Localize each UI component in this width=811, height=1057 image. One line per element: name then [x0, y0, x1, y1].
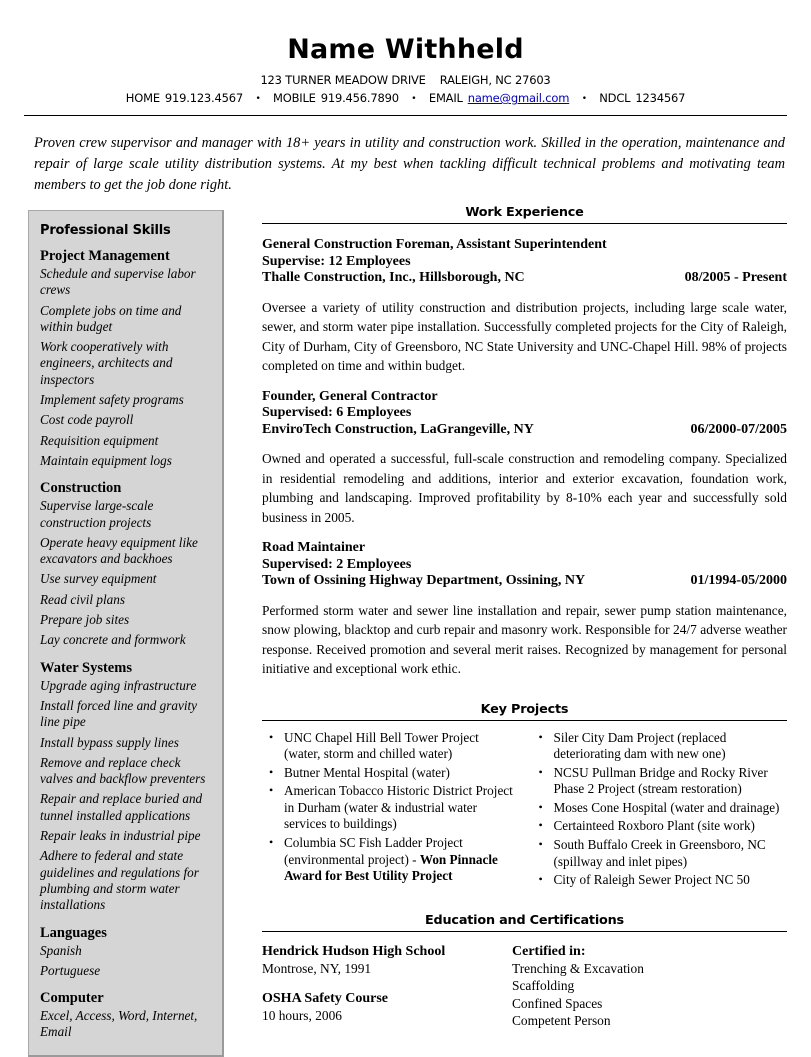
project-text: South Buffalo Creek in Greensboro, NC (spillway and inlet pipes) — [553, 837, 766, 869]
skill-group-title: Construction — [40, 480, 122, 497]
page-title: Name Withheld — [287, 34, 524, 65]
certification-item: Competent Person — [512, 1013, 611, 1029]
home-phone: 919.123.4567 — [164, 91, 243, 105]
project-item — [554, 765, 788, 798]
skill-item: Cost code payroll — [40, 412, 134, 428]
school-detail: 10 hours, 2006 — [262, 1008, 342, 1024]
job-entry — [262, 540, 787, 679]
professional-summary: Proven crew supervisor and manager with 18+ years in utility and construction work. Skilled in the operation, maintenance and repair of large scale utility distribution systems. At my best when tackling difficult technical problems and motivating team members to get the job done right. — [34, 135, 785, 193]
key-projects-right-column — [532, 730, 788, 891]
skill-item: Install bypass supply lines — [40, 734, 179, 750]
education-columns — [262, 943, 787, 1030]
job-dates: 08/2005 - Present — [684, 270, 787, 285]
skill-item: Complete jobs on time and within budget — [40, 302, 182, 334]
skill-item: Work cooperatively with engineers, architects and inspectors — [40, 339, 173, 387]
skill-item: Remove and replace check valves and backflow preventers — [40, 754, 206, 787]
contact-line — [0, 90, 811, 108]
mobile-phone: 919.456.7890 — [320, 91, 399, 105]
skill-item: Lay concrete and formwork — [40, 632, 186, 648]
skill-item: Use survey equipment — [40, 571, 157, 587]
project-item — [284, 765, 518, 782]
resume-header — [0, 0, 811, 116]
project-text: Moses Cone Hospital (water and drainage) — [553, 799, 780, 815]
key-projects-left-column — [262, 730, 518, 891]
key-projects-section — [262, 702, 787, 891]
certifications-block — [512, 943, 787, 1030]
work-experience-heading: Work Experience — [262, 205, 787, 224]
skill-item: Read civil plans — [40, 591, 125, 607]
skill-group — [40, 480, 211, 648]
skill-group — [40, 925, 211, 980]
mobile-label: MOBILE — [273, 91, 316, 105]
skill-item: Operate heavy equipment like excavators and backhoes — [40, 534, 198, 567]
certification-item: Scaffolding — [512, 978, 575, 994]
education-heading: Education and Certifications — [262, 913, 787, 932]
project-award-text: Won Pinnacle Award for Best Utility Project — [284, 851, 498, 884]
job-title: General Construction Foreman, Assistant Superintendent — [262, 237, 607, 252]
project-item — [554, 837, 788, 870]
street-address: 123 TURNER MEADOW DRIVE — [260, 73, 426, 87]
skill-item: Install forced line and gravity line pipe — [40, 697, 198, 730]
skill-item: Maintain equipment logs — [40, 452, 172, 468]
skill-group-title: Languages — [40, 924, 107, 941]
certification-list — [512, 960, 787, 1030]
job-company-row — [262, 422, 787, 439]
city-state-zip: RALEIGH, NC 27603 — [439, 73, 551, 87]
skill-group-list — [40, 248, 211, 1041]
skill-item: Supervise large-scale construction projects — [40, 498, 154, 530]
job-company-row — [262, 270, 787, 287]
ndcl-number: 1234567 — [635, 91, 686, 105]
project-text: American Tobacco Historic District Project in Durham (water & industrial water services to buildings) — [284, 783, 513, 832]
key-projects-columns — [262, 730, 787, 891]
job-supervision: Supervise: 12 Employees — [262, 253, 411, 269]
job-description: Performed storm water and sewer line installation and repair, sewer pump station maintenance, snow plowing, blacktop and curb repair and masonry work. Responsible for 24/7 adverse weather response. Received promotion and several merit raises. Recognized by management for personal initiative and exceptional work ethic. — [262, 602, 787, 676]
sidebar-title: Professional Skills — [40, 223, 171, 238]
project-item — [554, 730, 788, 763]
skill-item: Schedule and supervise labor crews — [40, 266, 196, 298]
skill-group-title: Computer — [40, 990, 104, 1007]
job-list — [262, 237, 787, 679]
job-supervision: Supervised: 2 Employees — [262, 556, 412, 572]
job-company: Thalle Construction, Inc., Hillsborough, NC — [262, 270, 525, 285]
education-entry — [262, 990, 512, 1025]
email-label: EMAIL — [428, 91, 463, 105]
project-text: UNC Chapel Hill Bell Tower Project (water, storm and chilled water) — [284, 729, 479, 762]
skill-item: Upgrade aging infrastructure — [40, 677, 197, 693]
professional-skills-sidebar — [28, 210, 224, 1057]
job-title: Founder, General Contractor — [262, 388, 438, 404]
project-list-right — [532, 730, 788, 889]
main-column — [262, 205, 787, 1030]
key-projects-heading: Key Projects — [262, 702, 787, 721]
certification-item: Confined Spaces — [512, 995, 603, 1011]
skill-item: Repair and replace buried and tunnel installed applications — [40, 791, 203, 823]
project-text: NCSU Pullman Bridge and Rocky River Phase 2 Project (stream restoration) — [553, 764, 768, 797]
skill-group-title: Project Management — [40, 248, 170, 264]
certification-item: Trenching & Excavation — [512, 960, 644, 976]
project-item — [284, 730, 518, 763]
skill-group — [40, 660, 211, 914]
skill-item: Spanish — [40, 942, 82, 958]
skill-item: Portuguese — [40, 962, 101, 978]
skill-group — [40, 990, 211, 1041]
job-company: Town of Ossining Highway Department, Ossining, NY — [262, 573, 586, 588]
job-description: Oversee a variety of utility construction and distribution projects, including large scale water, sewer, and storm water pipe installation. Successfully completed projects for the City of Raleigh, City of Durham, City of Greensboro, NC State University and UNC-Chapel Hill. 98% of projects completed on time and within budget. — [262, 299, 787, 373]
job-entry — [262, 237, 787, 376]
contact-separator-1: • — [255, 94, 261, 104]
skill-item: Implement safety programs — [40, 392, 184, 408]
education-section — [262, 913, 787, 1030]
education-schools — [262, 943, 512, 1030]
school-name: OSHA Safety Course — [262, 991, 388, 1007]
project-text: Certainteed Roxboro Plant (site work) — [553, 818, 755, 834]
skill-item: Repair leaks in industrial pipe — [40, 828, 201, 844]
contact-separator-2: • — [411, 94, 417, 104]
school-detail: Montrose, NY, 1991 — [262, 960, 372, 976]
header-divider — [24, 115, 787, 116]
certifications-title: Certified in: — [512, 943, 586, 959]
project-text: City of Raleigh Sewer Project NC 50 — [553, 872, 750, 888]
project-item — [554, 872, 788, 889]
project-text: Columbia SC Fish Ladder Project (environmental project) - — [284, 835, 463, 867]
school-name: Hendrick Hudson High School — [262, 943, 446, 959]
job-company: EnviroTech Construction, LaGrangeville, NY — [262, 421, 534, 437]
skill-item: Excel, Access, Word, Internet, Email — [40, 1008, 198, 1040]
email-link[interactable]: name@gmail.com — [467, 91, 570, 105]
project-item — [554, 818, 788, 835]
address-line — [0, 72, 811, 88]
contact-separator-3: • — [581, 94, 587, 104]
job-title: Road Maintainer — [262, 540, 366, 555]
project-item — [284, 783, 518, 833]
project-text: Butner Mental Hospital (water) — [284, 764, 450, 780]
project-list-left — [262, 730, 518, 885]
project-text: Siler City Dam Project (replaced deteriorating dam with new one) — [553, 729, 727, 762]
job-company-row — [262, 573, 787, 590]
work-experience-section — [262, 205, 787, 679]
project-item — [554, 800, 788, 817]
skill-group — [40, 248, 211, 469]
job-entry — [262, 389, 787, 528]
skill-item: Prepare job sites — [40, 612, 130, 628]
job-description: Owned and operated a successful, full-scale construction and remodeling company. Specialized in residential remodeling and additions, interior and exterior excavation, foundation work, plumbing and landscaping. Improved profitability by 8-10% each year and successfully sold business in 2005. — [262, 451, 787, 525]
job-supervision: Supervised: 6 Employees — [262, 405, 412, 420]
job-dates: 01/1994-05/2000 — [690, 573, 787, 588]
ndcl-label: NDCL — [599, 91, 631, 105]
project-item — [284, 835, 518, 885]
job-dates: 06/2000-07/2005 — [690, 421, 787, 437]
education-entry — [262, 943, 512, 978]
skill-group-title: Water Systems — [40, 659, 132, 676]
skill-item: Requisition equipment — [40, 432, 159, 448]
home-label: HOME — [125, 91, 160, 105]
skill-item: Adhere to federal and state guidelines and regulations for plumbing and storm water installations — [40, 848, 199, 913]
